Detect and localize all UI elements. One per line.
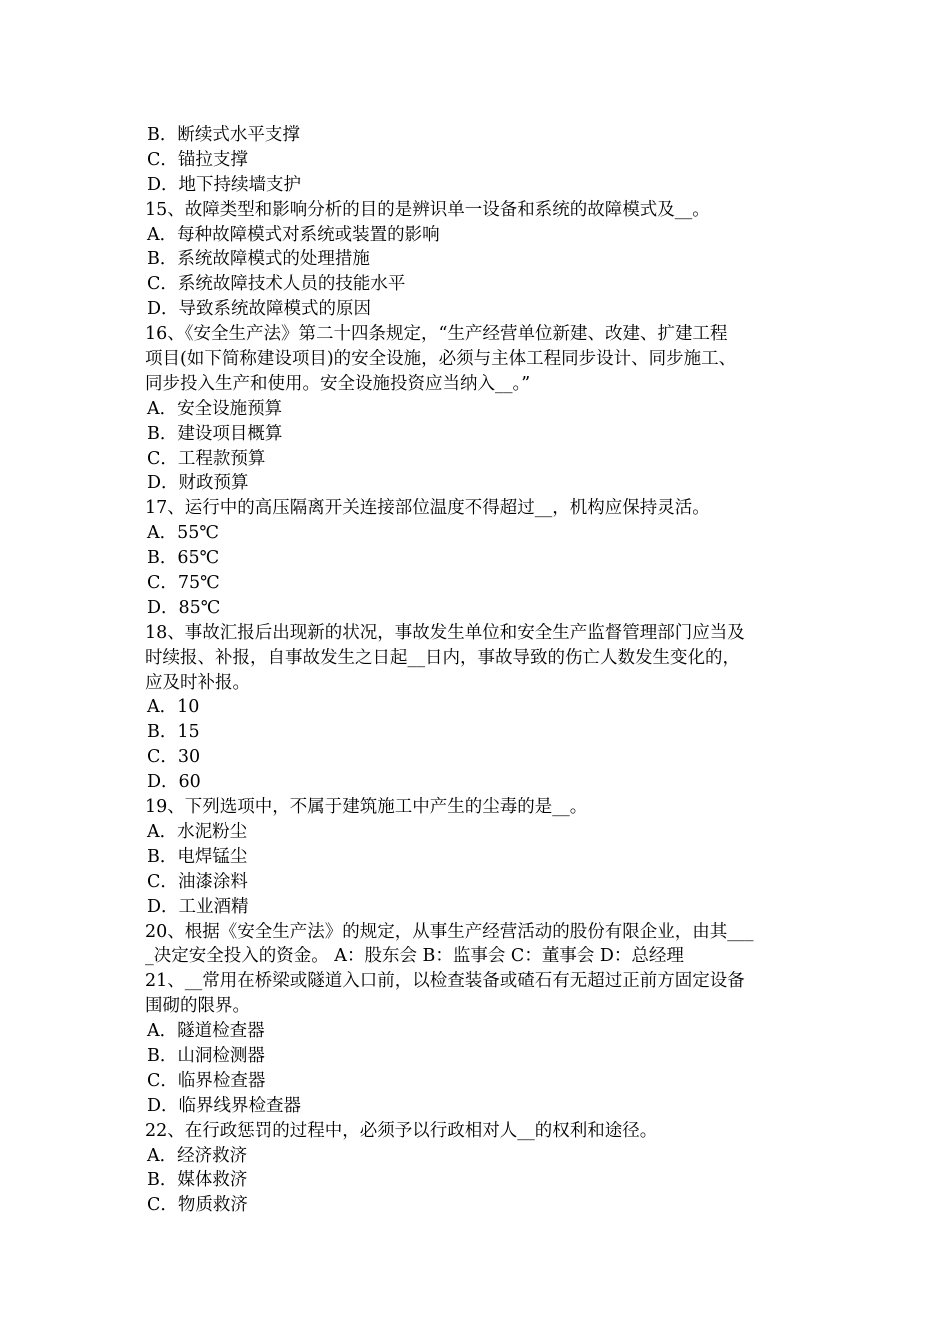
question-text: 围砌的限界。 — [145, 996, 250, 1017]
question-text: 19、下列选项中，不属于建筑施工中产生的尘毒的是__。 — [145, 797, 588, 818]
answer-option: D．临界线界检查器 — [147, 1095, 302, 1116]
answer-option: D．财政预算 — [147, 473, 249, 494]
answer-option: A．10 — [147, 697, 200, 718]
question-text: 22、在行政惩罚的过程中，必须予以行政相对人__的权利和途径。 — [145, 1120, 658, 1141]
answer-option: B．山洞检测器 — [147, 1045, 265, 1066]
question-text: 20、根据《安全生产法》的规定，从事生产经营活动的股份有限企业，由其___ — [145, 921, 754, 942]
answer-option: D．导致系统故障模式的原因 — [147, 299, 372, 320]
answer-option: C．30 — [147, 747, 201, 768]
answer-option: C．锚拉支撑 — [147, 149, 248, 170]
answer-option: C．临界检查器 — [147, 1070, 266, 1091]
answer-option: C．物质救济 — [147, 1195, 248, 1216]
answer-option: D．地下持续墙支护 — [147, 174, 302, 195]
answer-option: C．工程款预算 — [147, 448, 266, 469]
answer-option: B．断续式水平支撑 — [147, 125, 300, 145]
answer-option: A．每种故障模式对系统或装置的影响 — [147, 224, 440, 245]
question-list — [145, 123, 810, 1218]
question-text: 时续报、补报，自事故发生之日起__日内，事故导致的伤亡人数发生变化的， — [145, 647, 740, 668]
question-text: 15、故障类型和影响分析的目的是辨识单一设备和系统的故障模式及__。 — [145, 199, 710, 220]
answer-option: C．油漆涂料 — [147, 871, 248, 892]
answer-option: A．经济救济 — [147, 1145, 248, 1166]
answer-option: B．电焊锰尘 — [147, 846, 248, 867]
answer-option: A．隧道检查器 — [147, 1021, 265, 1042]
answer-option: B．媒体救济 — [147, 1170, 248, 1191]
answer-option: A．水泥粉尘 — [147, 821, 248, 842]
answer-option: D．85℃ — [147, 597, 221, 618]
answer-option: C．系统故障技术人员的技能水平 — [147, 274, 406, 295]
answer-option: A．安全设施预算 — [147, 398, 283, 419]
answer-option: B．65℃ — [147, 548, 220, 569]
answer-option: B．建设项目概算 — [147, 423, 283, 444]
answer-option: B．系统故障模式的处理措施 — [147, 249, 370, 270]
question-text: 16、《安全生产法》第二十四条规定，“生产经营单位新建、改建、扩建工程 — [145, 324, 728, 345]
answer-option: B．15 — [147, 722, 200, 743]
answer-option: C．75℃ — [147, 573, 220, 594]
question-text: 21、__常用在桥梁或隧道入口前，以检查装备或碴石有无超过正前方固定设备 — [145, 971, 745, 992]
answer-option: D．工业酒精 — [147, 896, 249, 917]
answer-option: A．55℃ — [147, 523, 219, 544]
answer-option: D．60 — [147, 772, 201, 793]
question-text: 应及时补报。 — [145, 672, 250, 693]
question-text: 项目(如下简称建设项目)的安全设施，必须与主体工程同步设计、同步施工、 — [145, 349, 737, 370]
question-text: _决定安全投入的资金。 A：股东会 B：监事会 C：董事会 D：总经理 — [145, 946, 684, 967]
question-text: 18、事故汇报后出现新的状况，事故发生单位和安全生产监督管理部门应当及 — [145, 622, 745, 643]
question-text: 17、运行中的高压隔离开关连接部位温度不得超过__，机构应保持灵活。 — [145, 498, 710, 519]
question-text: 同步投入生产和使用。安全设施投资应当纳入__。” — [145, 373, 531, 394]
